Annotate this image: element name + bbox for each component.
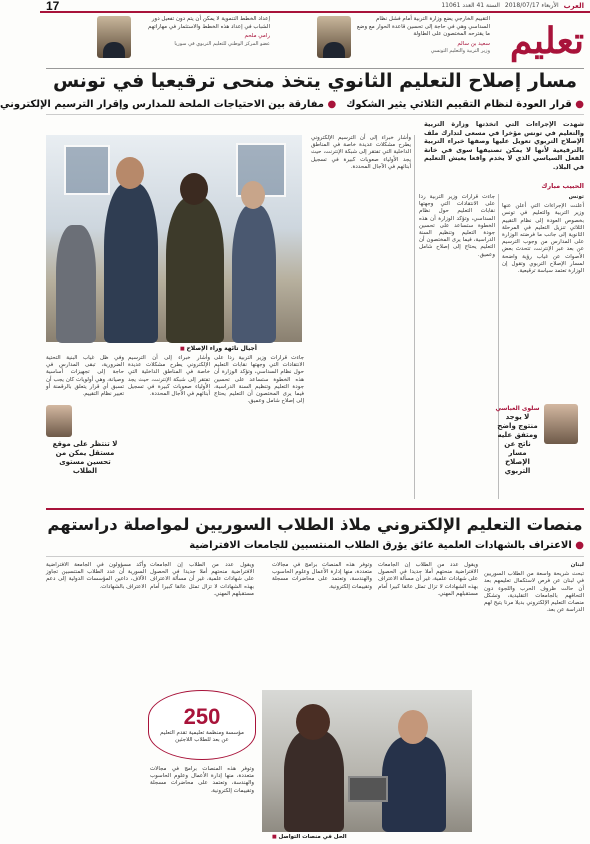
promo-quote-role: عضو المركز الوطني للتعليم التربوي في سوريا [174, 40, 270, 47]
promo-quote-name: رامي ملحم [244, 33, 270, 39]
stat-badge [148, 690, 256, 760]
article-paragraph: جاءت قرارات وزير التربية ردا على الانتقادات التي وجهتها نقابات التعليم حول نظام السداسي، وتؤكد الوزارة أن هذه الخطوة ستساعد على تحسين جودة التعليم وتنظيم السنة الدراسية، فيما يرى المختصون أن التعليم يحتاج إلى إصلاح شامل وعميق. [214, 355, 304, 405]
article-paragraph: تبحث شريحة واسعة من الطلاب السوريين في لبنان عن فرص لاستكمال تعليمهم بعد أن حالت ظروف الحرب واللجوء دون التحاقهم بالجامعات التقليدية، وتشكل منصات التعليم الإلكتروني بديلا مرنا يتيح لهم الدراسة عن بعد. [484, 571, 584, 614]
student-figure [166, 197, 224, 343]
promo-quote-body [355, 16, 490, 68]
article-paragraph: وتوفر هذه المنصات برامج في مجالات متعددة، منها إدارة الأعمال وعلوم الحاسوب والهندسة، وتعتمد على محاضرات مسجلة وتقييمات إلكترونية. [272, 562, 372, 590]
student-head [241, 181, 265, 209]
student-figure [56, 225, 96, 343]
promo-quote-text: إعداد الخطط التنموية لا يمكن أن يتم دون تفعيل دور الشباب في إعداد هذه الخطط والاستثمار في مهاراتهم [148, 16, 270, 30]
avatar [317, 16, 351, 58]
folio [441, 2, 584, 10]
article-subheads [46, 540, 584, 551]
article-column [484, 562, 584, 834]
article-lede: شهدت الإجراءات التي اتخذتها وزارة التربية والتعليم في تونس مؤخرا في مسعى لتدارك ملف الإصلاح التربوي تعويل عليها وصفها خبراء التربية بالترقيعية لأنها لا يمكن تصنيفها سوى في خانة الفعل السياسي الذي لا يخدم واقعا يعيش التعليم في البلاد. [424, 120, 584, 171]
student-figure [104, 183, 158, 343]
promo-quote-left [97, 16, 270, 68]
photo-caption: أجيال تائهة وراء الإصلاح ■ [180, 345, 257, 352]
stat-text: مؤسسة ومنظمة تعليمية تقدم التعليم عن بعد للطلاب اللاجئين [160, 730, 244, 743]
brand-logo: العرب [563, 1, 584, 10]
article-column [150, 562, 254, 684]
student-figure [382, 736, 446, 832]
pull-quote-name: سلوى العباسي [495, 405, 540, 412]
student-figure [232, 205, 276, 343]
promo-quote-name: سعيد بن سالم [457, 40, 490, 47]
article-column [46, 562, 146, 834]
student-figure [284, 730, 344, 832]
student-head [296, 704, 330, 740]
article-paragraph: وفي ظل غياب البنية التحتية الضرورية، تبقى المدارس في حاجة إلى تجهيزات أساسية وصيانة، وهي أولويات كان يجب أن تسبق أي قرار يتعلق بالرقمنة أو تغيير نظام التقييم. [46, 355, 124, 398]
divider [46, 556, 584, 557]
article-column [128, 355, 210, 505]
article-paragraph: وأشار خبراء إلى أن الترسيم الإلكتروني يطرح مشكلات عديدة خاصة في المناطق الداخلية التي تفتقر إلى شبكة الإنترنت، حيث يجد الأولياء صعوبات كبيرة في تسجيل أبنائهم في الآجال المحددة. [311, 135, 411, 170]
article-subheads [0, 99, 584, 110]
student-head [398, 710, 428, 744]
photo-caption: الحل في منصات التواصل ■ [272, 834, 347, 840]
article-column [311, 135, 411, 335]
article-column [419, 194, 495, 499]
avatar [97, 16, 131, 58]
article-headline: مسار إصلاح التعليم الثانوي يتخذ منحى ترقيعيا في تونس [52, 70, 578, 92]
masthead-bar [40, 0, 590, 13]
article-column [214, 355, 304, 505]
article-column [272, 562, 372, 684]
online-students-photo [262, 690, 472, 832]
divider [46, 68, 584, 69]
folio-date: الأربعاء 2018/07/17 [504, 2, 559, 9]
student-head [180, 173, 208, 205]
promo-quote-body [135, 16, 270, 68]
article-paragraph: ويقول عدد من الطلاب إن الجامعات الافتراضية منحتهم أملا جديدا في الحصول على شهادات علمية، غير أن مسألة الاعتراف بهذه الشهادات لا تزال تمثل عائقا كبيرا أمام مستقبلهم المهني. [150, 562, 254, 597]
article-subhead: ● قرار العودة لنظام التقييم الثلاثي يثير الشكوك [346, 99, 584, 110]
pull-quote-text: لا يوجد منتوج واضح ومتفق عليه ناتج عن مسار الإصلاح التربوي [497, 413, 538, 475]
divider [46, 114, 584, 115]
quote-avatar [544, 404, 578, 444]
article-subhead: ● الاعتراف بالشهادات العلمية عائق يؤرق الطلاب المنتسبين للجامعات الافتراضية [189, 540, 584, 551]
quote-avatar [46, 405, 72, 437]
article-paragraph: ويقول عدد من الطلاب إن الجامعات الافتراضية منحتهم أملا جديدا في الحصول على شهادات علمية، غير أن مسألة الاعتراف بهذه الشهادات لا تزال تمثل عائقا كبيرا أمام مستقبلهم المهني. [378, 562, 478, 597]
article-paragraph: أعلنت الإجراءات التي أعلن عنها وزير التربية والتعليم في تونس بخصوص العودة إلى نظام التقييم الثلاثي تنزيل التعليم في المرحلة الثانوية إلى جانب ما فرضته الوزارة على المدارس من وجوب الترسيم عن بعد عبر الإنترنت، تتحدث بعض الأصوات عن غياب رؤية واضحة لمسار الإصلاح التربوي وتقول إن الوزارة تعتمد سياسة ترقيعية. [502, 203, 584, 275]
dateline: لبنان [570, 562, 584, 568]
column-separator [414, 135, 415, 499]
pull-quote [495, 404, 540, 476]
dateline: تونس [568, 194, 584, 200]
folio-issue: السنة 41 العدد 11061 [441, 2, 500, 9]
article-paragraph: جاءت قرارات وزير التربية ردا على الانتقادات التي وجهتها نقابات التعليم حول نظام السداسي، وتؤكد الوزارة أن هذه الخطوة ستساعد على تحسين جودة التعليم وتنظيم السنة الدراسية، فيما يرى المختصون أن التعليم يحتاج إلى إصلاح شامل وعميق. [419, 194, 495, 258]
student-head [116, 157, 144, 189]
laptop-shape [348, 776, 388, 802]
article-column [378, 562, 478, 684]
article-column [150, 766, 254, 834]
article-paragraph: وتوفر هذه المنصات برامج في مجالات متعددة، منها إدارة الأعمال وعلوم الحاسوب والهندسة، وتعتمد على محاضرات مسجلة وتقييمات إلكترونية. [150, 766, 254, 794]
article-paragraph: وأكد مسؤولون في الجامعة الافتراضية السورية أن عدد الطلاب المنتسبين تجاوز الآلاف، داعين المؤسسات الدولية إلى دعم الاعتراف بالشهادات. [46, 562, 146, 590]
article-headline: منصات التعليم الإلكتروني ملاذ الطلاب السوريين لمواصلة دراستهم [47, 515, 583, 534]
author-name: الحبيب مبارك [541, 182, 584, 190]
stat-number: 250 [183, 704, 221, 729]
promo-quote-right [317, 16, 490, 68]
pull-quote [46, 440, 124, 476]
pull-quote-text: لا تنتظر على موقع مستقل يمكن من تحسين مستوى الطلاب [52, 440, 118, 475]
section-title: تعليم [509, 20, 584, 62]
article-paragraph: وأشار خبراء إلى أن الترسيم الإلكتروني يطرح مشكلات عديدة خاصة في المناطق الداخلية التي تفتقر إلى شبكة الإنترنت، حيث يجد الأولياء صعوبات كبيرة في تسجيل أبنائهم في الآجال المحددة. [128, 355, 210, 398]
promo-quote-text: التقييم الخارجي يضع وزارة التربية أمام فشل نظام السداسي وهي في حاجة إلى تحسين قاعدة الحوار مع وضع ما يقترحه المختصون على الطاولة [356, 16, 490, 37]
divider [46, 508, 584, 510]
students-photo [46, 135, 302, 342]
window-shape [64, 145, 110, 195]
article-subhead: ● مفارقة بين الاحتياجات الملحة للمدارس وإقرار الترسيم الإلكتروني [0, 99, 336, 110]
page-number: 17 [46, 0, 60, 13]
promo-quote-role: وزير التربية والتعليم التونسي [430, 48, 490, 54]
